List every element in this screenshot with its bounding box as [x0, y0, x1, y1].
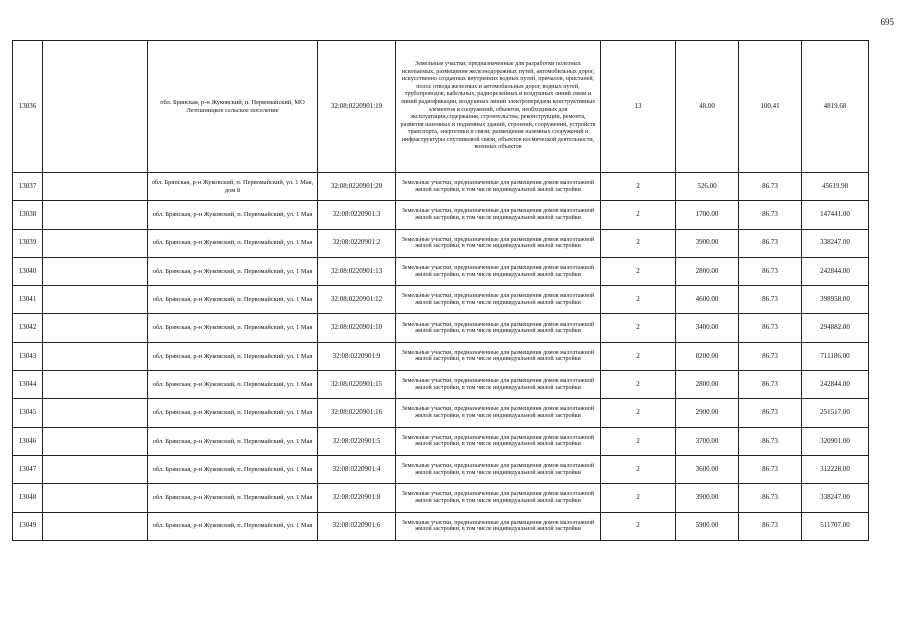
- cadastral-value-cell: 338247.00: [802, 229, 869, 257]
- table-row: [13, 484, 869, 512]
- area-cell: 48.00: [676, 41, 739, 173]
- page-number: 695: [880, 17, 894, 27]
- blank-cell: [43, 342, 148, 370]
- land-use-cell: Земельные участки, предназначенные для размещения домов малоэтажной жилой застройки, в том числе индивидуальной жилой застройки: [396, 484, 601, 512]
- cadastral-value-cell: 45619.98: [802, 173, 869, 201]
- address-cell: обл. Брянская, р-н Жуковский, п. Первомайский, ул. 1 Мая: [148, 342, 318, 370]
- area-cell: 2800.00: [676, 371, 739, 399]
- specific-value-cell: 86.73: [739, 455, 802, 483]
- cadastral-number-cell: 32:08:0220901:10: [318, 314, 396, 342]
- area-cell: 3400.00: [676, 314, 739, 342]
- address-cell: обл. Брянская, р-н Жуковский, п. Первомайский, МО Летошницкое сельское поселение: [148, 41, 318, 173]
- land-use-cell: Земельные участки, предназначенные для размещения домов малоэтажной жилой застройки, в том числе индивидуальной жилой застройки: [396, 399, 601, 427]
- cadastral-number-cell: 32:08:0220901:19: [318, 41, 396, 173]
- address-cell: обл. Брянская, р-н Жуковский, п. Первомайский, ул. 1 Мая: [148, 314, 318, 342]
- specific-value-cell: 86.73: [739, 286, 802, 314]
- cadastral-number-cell: 32:08:0220901:5: [318, 427, 396, 455]
- use-group-cell: 2: [601, 342, 676, 370]
- land-use-cell: Земельные участки, предназначенные для размещения домов малоэтажной жилой застройки, в том числе индивидуальной жилой застройки: [396, 257, 601, 285]
- table-row: [13, 399, 869, 427]
- specific-value-cell: 86.73: [739, 173, 802, 201]
- cadastral-number-cell: 32:08:0220901:2: [318, 229, 396, 257]
- table-row: [13, 342, 869, 370]
- table-body: [13, 41, 869, 541]
- row-number-cell: 13046: [13, 427, 43, 455]
- cadastral-number-cell: 32:08:0220901:3: [318, 201, 396, 229]
- cadastral-value-cell: 511707.00: [802, 512, 869, 540]
- use-group-cell: 2: [601, 512, 676, 540]
- address-cell: обл. Брянская, р-н Жуковский, п. Первомайский, ул. 1 Мая: [148, 399, 318, 427]
- row-number-cell: 13037: [13, 173, 43, 201]
- row-number-cell: 13038: [13, 201, 43, 229]
- cadastral-number-cell: 32:08:0220901:16: [318, 399, 396, 427]
- cadastral-value-cell: 312228.00: [802, 455, 869, 483]
- address-cell: обл. Брянская, р-н Жуковский, п. Первомайский, ул. 1 Мая: [148, 484, 318, 512]
- blank-cell: [43, 314, 148, 342]
- address-cell: обл. Брянская, р-н Жуковский, п. Первомайский, ул. 1 Мая: [148, 229, 318, 257]
- use-group-cell: 13: [601, 41, 676, 173]
- row-number-cell: 13041: [13, 286, 43, 314]
- row-number-cell: 13040: [13, 257, 43, 285]
- use-group-cell: 2: [601, 286, 676, 314]
- row-number-cell: 13043: [13, 342, 43, 370]
- area-cell: 8200.00: [676, 342, 739, 370]
- table-row: [13, 427, 869, 455]
- row-number-cell: 13044: [13, 371, 43, 399]
- cadastral-number-cell: 32:08:0220901:4: [318, 455, 396, 483]
- specific-value-cell: 86.73: [739, 314, 802, 342]
- blank-cell: [43, 201, 148, 229]
- land-use-cell: Земельные участки, предназначенные для размещения домов малоэтажной жилой застройки, в том числе индивидуальной жилой застройки: [396, 512, 601, 540]
- table-row: [13, 229, 869, 257]
- area-cell: 2800.00: [676, 257, 739, 285]
- specific-value-cell: 86.73: [739, 201, 802, 229]
- blank-cell: [43, 229, 148, 257]
- row-number-cell: 13039: [13, 229, 43, 257]
- cadastral-value-cell: 147441.00: [802, 201, 869, 229]
- land-use-cell: Земельные участки, предназначенные для размещения домов малоэтажной жилой застройки, в том числе индивидуальной жилой застройки: [396, 286, 601, 314]
- cadastral-number-cell: 32:08:0220901:9: [318, 342, 396, 370]
- address-cell: обл. Брянская, р-н Жуковский, п. Первомайский, ул. 1 Мая: [148, 455, 318, 483]
- cadastral-value-cell: 338247.00: [802, 484, 869, 512]
- blank-cell: [43, 455, 148, 483]
- specific-value-cell: 86.73: [739, 399, 802, 427]
- specific-value-cell: 86.73: [739, 257, 802, 285]
- row-number-cell: 13049: [13, 512, 43, 540]
- cadastral-value-cell: 242844.00: [802, 257, 869, 285]
- land-use-cell: Земельные участки, предназначенные для размещения домов малоэтажной жилой застройки, в том числе индивидуальной жилой застройки: [396, 342, 601, 370]
- cadastral-value-cell: 320901.00: [802, 427, 869, 455]
- cadastral-number-cell: 32:08:0220901:20: [318, 173, 396, 201]
- cadastral-number-cell: 32:08:0220901:8: [318, 484, 396, 512]
- row-number-cell: 13042: [13, 314, 43, 342]
- cadastral-value-cell: 398958.00: [802, 286, 869, 314]
- area-cell: 1700.00: [676, 201, 739, 229]
- address-cell: обл. Брянская, р-н Жуковский, п. Первомайский, ул. 1 Мая: [148, 201, 318, 229]
- area-cell: 3900.00: [676, 484, 739, 512]
- land-use-cell: Земельные участки, предназначенные для размещения домов малоэтажной жилой застройки, в том числе индивидуальной жилой застройки: [396, 229, 601, 257]
- specific-value-cell: 86.73: [739, 229, 802, 257]
- use-group-cell: 2: [601, 455, 676, 483]
- blank-cell: [43, 286, 148, 314]
- table-row: [13, 455, 869, 483]
- blank-cell: [43, 512, 148, 540]
- use-group-cell: 2: [601, 201, 676, 229]
- use-group-cell: 2: [601, 427, 676, 455]
- blank-cell: [43, 257, 148, 285]
- table-row: [13, 201, 869, 229]
- cadastral-value-cell: 294882.00: [802, 314, 869, 342]
- area-cell: 4600.00: [676, 286, 739, 314]
- land-use-cell: Земельные участки, предназначенные для разработки полезных ископаемых, размещения железнодорожных путей, автомобильных дорог, искусственно созданных внутренних водных путей, причалов, пристаней, полос отвода железных и автомобильных дорог, водных путей, трубопроводов, кабельных, радиорелейных и воздушных линий связи и линий радиофикации, воздушных линий электропередачи конструктивных элементов и сооружений, объектов, необходимых для эксплуатации,содержания, строительства, реконструкции, ремонта, развития наземных и подземных зданий, строений, сооружений, устройств транспорта, энергетики и связи; размещения наземных сооружений и инфраструктуры спутниковой связи, объектов космической деятельности, военных объектов: [396, 41, 601, 173]
- area-cell: 5900.00: [676, 512, 739, 540]
- cadastral-number-cell: 32:08:0220901:13: [318, 257, 396, 285]
- cadastral-value-cell: 251517.00: [802, 399, 869, 427]
- area-cell: 526.00: [676, 173, 739, 201]
- address-cell: обл. Брянская, р-н Жуковский, п. Первомайский, ул. 1 Мая, дом 8: [148, 173, 318, 201]
- use-group-cell: 2: [601, 229, 676, 257]
- cadastral-number-cell: 32:08:0220901:6: [318, 512, 396, 540]
- land-use-cell: Земельные участки, предназначенные для размещения домов малоэтажной жилой застройки, в том числе индивидуальной жилой застройки: [396, 201, 601, 229]
- cadastral-number-cell: 32:08:0220901:15: [318, 371, 396, 399]
- specific-value-cell: 86.73: [739, 512, 802, 540]
- row-number-cell: 13048: [13, 484, 43, 512]
- specific-value-cell: 100.41: [739, 41, 802, 173]
- cadastral-value-cell: 4819.68: [802, 41, 869, 173]
- blank-cell: [43, 484, 148, 512]
- specific-value-cell: 86.73: [739, 342, 802, 370]
- land-use-cell: Земельные участки, предназначенные для размещения домов малоэтажной жилой застройки, в том числе индивидуальной жилой застройки: [396, 455, 601, 483]
- area-cell: 2900.00: [676, 399, 739, 427]
- land-use-cell: Земельные участки, предназначенные для размещения домов малоэтажной жилой застройки, в том числе индивидуальной жилой застройки: [396, 427, 601, 455]
- address-cell: обл. Брянская, р-н Жуковский, п. Первомайский, ул. 1 Мая: [148, 427, 318, 455]
- address-cell: обл. Брянская, р-н Жуковский, п. Первомайский, ул. 1 Мая: [148, 371, 318, 399]
- blank-cell: [43, 173, 148, 201]
- land-use-cell: Земельные участки, предназначенные для размещения домов малоэтажной жилой застройки, в том числе индивидуальной жилой застройки: [396, 371, 601, 399]
- blank-cell: [43, 427, 148, 455]
- row-number-cell: 13047: [13, 455, 43, 483]
- table-row: [13, 314, 869, 342]
- use-group-cell: 2: [601, 484, 676, 512]
- address-cell: обл. Брянская, р-н Жуковский, п. Первомайский, ул. 1 Мая: [148, 512, 318, 540]
- use-group-cell: 2: [601, 371, 676, 399]
- table-row: [13, 286, 869, 314]
- address-cell: обл. Брянская, р-н Жуковский, п. Первомайский, ул. 1 Мая: [148, 257, 318, 285]
- blank-cell: [43, 399, 148, 427]
- specific-value-cell: 86.73: [739, 427, 802, 455]
- use-group-cell: 2: [601, 399, 676, 427]
- area-cell: 3600.00: [676, 455, 739, 483]
- land-use-cell: Земельные участки, предназначенные для размещения домов малоэтажной жилой застройки, в том числе индивидуальной жилой застройки: [396, 173, 601, 201]
- use-group-cell: 2: [601, 173, 676, 201]
- land-use-cell: Земельные участки, предназначенные для размещения домов малоэтажной жилой застройки, в том числе индивидуальной жилой застройки: [396, 314, 601, 342]
- row-number-cell: 13036: [13, 41, 43, 173]
- table-row: [13, 371, 869, 399]
- area-cell: 3700.00: [676, 427, 739, 455]
- table-row: [13, 41, 869, 173]
- table-row: [13, 512, 869, 540]
- specific-value-cell: 86.73: [739, 371, 802, 399]
- cadastral-number-cell: 32:08:0220901:12: [318, 286, 396, 314]
- row-number-cell: 13045: [13, 399, 43, 427]
- cadastral-value-cell: 711186.00: [802, 342, 869, 370]
- cadastral-value-table: [12, 40, 869, 541]
- blank-cell: [43, 41, 148, 173]
- use-group-cell: 2: [601, 314, 676, 342]
- table-row: [13, 173, 869, 201]
- area-cell: 3900.00: [676, 229, 739, 257]
- blank-cell: [43, 371, 148, 399]
- address-cell: обл. Брянская, р-н Жуковский, п. Первомайский, ул. 1 Мая: [148, 286, 318, 314]
- use-group-cell: 2: [601, 257, 676, 285]
- specific-value-cell: 86.73: [739, 484, 802, 512]
- cadastral-value-cell: 242844.00: [802, 371, 869, 399]
- table-row: [13, 257, 869, 285]
